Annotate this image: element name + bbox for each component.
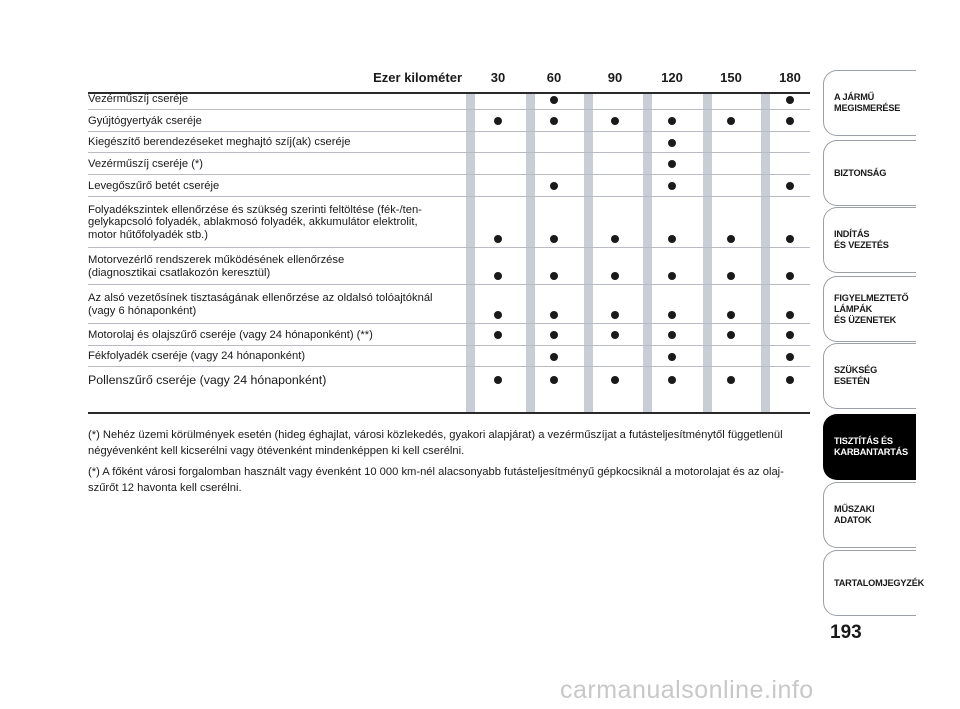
- service-interval-dot: [786, 272, 794, 280]
- chapter-tab-label: MŰSZAKI: [834, 504, 875, 514]
- table-row: [88, 197, 810, 248]
- service-interval-dot: [727, 376, 735, 384]
- service-interval-dot: [786, 311, 794, 319]
- table-row: [88, 324, 810, 346]
- service-interval-dot: [550, 235, 558, 243]
- chapter-tab-label: ADATOK: [834, 515, 872, 525]
- service-interval-dot: [611, 376, 619, 384]
- service-item-line: Gyújtógyertyák cseréje: [88, 114, 202, 127]
- footnotes: [88, 428, 812, 502]
- chapter-tab-3[interactable]: [823, 207, 916, 273]
- chapter-tab-label: INDÍTÁS: [834, 229, 870, 239]
- service-item-label: [88, 329, 460, 341]
- service-interval-dot: [494, 376, 502, 384]
- service-interval-dot: [668, 139, 676, 147]
- service-interval-dot: [668, 311, 676, 319]
- service-interval-dot: [727, 272, 735, 280]
- table-row: [88, 153, 810, 175]
- watermark: carmanualsonline.info: [560, 676, 814, 704]
- km-column-30: 30: [490, 70, 506, 85]
- chapter-tab-label: FIGYELMEZTETŐ: [834, 292, 909, 303]
- service-interval-dot: [727, 331, 735, 339]
- service-item-label: [88, 204, 460, 241]
- service-interval-dot: [611, 235, 619, 243]
- km-header-label: Ezer kilométer: [373, 70, 462, 85]
- service-item-line: Motorolaj és olajszűrő cseréje (vagy 24 hónaponként) (**): [88, 328, 373, 341]
- service-item-line: Vezérműszíj cseréje (*): [88, 157, 204, 170]
- service-item-line: Fékfolyadék cseréje (vagy 24 hónaponként): [88, 350, 306, 363]
- service-interval-dot: [786, 96, 794, 104]
- service-item-label: [88, 93, 460, 105]
- footnote: [88, 428, 812, 459]
- service-item-label: [88, 180, 460, 192]
- chapter-tab-1[interactable]: [823, 70, 916, 136]
- km-column-60: 60: [546, 70, 562, 85]
- table-row: [88, 132, 810, 153]
- footnote: [88, 465, 812, 496]
- service-item-label: [88, 254, 460, 278]
- service-item-line: Vezérműszíj cseréje: [88, 93, 189, 106]
- service-item-line: motor hűtőfolyadék stb.): [88, 228, 209, 241]
- service-interval-dot: [668, 117, 676, 125]
- service-interval-dot: [727, 235, 735, 243]
- km-column-150: 150: [720, 70, 742, 85]
- service-interval-dot: [611, 272, 619, 280]
- service-item-line: (vagy 6 hónaponként): [88, 304, 197, 317]
- service-interval-dot: [668, 331, 676, 339]
- footnote-line: (*) A főként városi forgalomban használt vagy évenként 10 000 km-nél alacsonyabb futásteljesítményű gépkocsiknál a motorolajat és az olaj-: [88, 466, 784, 478]
- page-number: 193: [830, 622, 862, 643]
- service-item-line: Az alsó vezetősínek tisztaságának ellenőrzése az oldalsó tolóajtóknál: [88, 292, 433, 305]
- table-bottom-rule: [88, 412, 810, 414]
- chapter-tab-6[interactable]: [823, 414, 916, 480]
- service-interval-dot: [494, 272, 502, 280]
- maintenance-schedule-table: [88, 66, 810, 416]
- service-interval-dot: [611, 117, 619, 125]
- service-interval-dot: [550, 117, 558, 125]
- service-interval-dot: [611, 331, 619, 339]
- service-interval-dot: [494, 235, 502, 243]
- table-row: [88, 367, 810, 393]
- service-item-line: gelykapcsoló folyadék, ablakmosó folyadék, akkumulátor elektrolit,: [88, 216, 418, 229]
- service-interval-dot: [727, 311, 735, 319]
- service-item-label: [88, 350, 460, 362]
- service-interval-dot: [550, 353, 558, 361]
- service-interval-dot: [786, 235, 794, 243]
- service-interval-dot: [494, 311, 502, 319]
- chapter-tab-label: TISZTÍTÁS ÉS: [834, 436, 893, 446]
- km-column-120: 120: [661, 70, 683, 85]
- service-interval-dot: [611, 311, 619, 319]
- service-item-label: [88, 374, 460, 387]
- chapter-tab-label: ESETÉN: [834, 376, 870, 386]
- service-interval-dot: [668, 182, 676, 190]
- chapter-tab-5[interactable]: [823, 343, 916, 409]
- service-interval-dot: [550, 376, 558, 384]
- chapter-tab-label: A JÁRMŰ: [834, 92, 875, 102]
- chapter-tab-label: ÉS VEZETÉS: [834, 240, 889, 250]
- service-interval-dot: [786, 117, 794, 125]
- service-interval-dot: [668, 160, 676, 168]
- chapter-tab-2[interactable]: [823, 140, 916, 206]
- km-column-90: 90: [607, 70, 623, 85]
- table-row: [88, 175, 810, 197]
- service-interval-dot: [668, 376, 676, 384]
- chapter-tab-label: MEGISMERÉSE: [834, 103, 901, 113]
- footnote-line: (*) Nehéz üzemi körülmények esetén (hideg éghajlat, városi közlekedés, gyakori alapjárat) a vezérműszíjat a futásteljesítménytől függetlenül: [88, 429, 783, 441]
- chapter-tab-label: LÁMPÁK: [834, 303, 873, 314]
- service-interval-dot: [550, 311, 558, 319]
- service-item-line: (diagnosztikai csatlakozón keresztül): [88, 266, 271, 279]
- table-row: [88, 89, 810, 110]
- chapter-tab-label: SZÜKSÉG: [834, 365, 878, 375]
- service-interval-dot: [786, 331, 794, 339]
- chapter-tab-8[interactable]: [823, 550, 925, 616]
- table-row: [88, 285, 810, 324]
- service-interval-dot: [727, 117, 735, 125]
- chapter-tab-7[interactable]: [823, 482, 916, 548]
- service-interval-dot: [494, 331, 502, 339]
- chapter-tab-label: KARBANTARTÁS: [834, 447, 908, 457]
- chapter-tab-label: ÉS ÜZENETEK: [834, 314, 897, 325]
- service-item-label: [88, 115, 460, 127]
- footnote-line: szűrőt 12 havonta kell cserélni.: [88, 481, 242, 494]
- service-interval-dot: [668, 272, 676, 280]
- service-item-line: Levegőszűrő betét cseréje: [88, 179, 220, 192]
- km-column-180: 180: [779, 70, 801, 85]
- chapter-tab-label: TARTALOMJEGYZÉK: [834, 577, 925, 588]
- footnote-line: négyévenként kell kicserélni vagy ötévenként mindenképpen ki kell cserélni.: [88, 444, 465, 457]
- table-row: [88, 346, 810, 367]
- service-interval-dot: [668, 235, 676, 243]
- table-row: [88, 110, 810, 132]
- service-item-line: Pollenszűrő cseréje (vagy 24 hónaponként): [88, 372, 327, 387]
- chapter-tab-4[interactable]: [823, 276, 916, 342]
- service-interval-dot: [550, 272, 558, 280]
- service-interval-dot: [550, 96, 558, 104]
- service-interval-dot: [494, 117, 502, 125]
- service-interval-dot: [786, 353, 794, 361]
- chapter-tab-label: BIZTONSÁG: [834, 167, 887, 178]
- service-item-label: [88, 158, 460, 170]
- service-interval-dot: [550, 182, 558, 190]
- service-interval-dot: [786, 376, 794, 384]
- service-interval-dot: [786, 182, 794, 190]
- service-item-label: [88, 292, 460, 316]
- service-item-line: Motorvezérlő rendszerek működésének ellenőrzése: [88, 254, 345, 267]
- service-interval-dot: [550, 331, 558, 339]
- service-item-label: [88, 136, 460, 148]
- table-row: [88, 248, 810, 285]
- service-interval-dot: [668, 353, 676, 361]
- service-item-line: Kiegészítő berendezéseket meghajtó szíj(ak) cseréje: [88, 136, 351, 149]
- service-item-line: Folyadékszintek ellenőrzése és szükség szerinti feltöltése (fék-/ten-: [88, 204, 422, 217]
